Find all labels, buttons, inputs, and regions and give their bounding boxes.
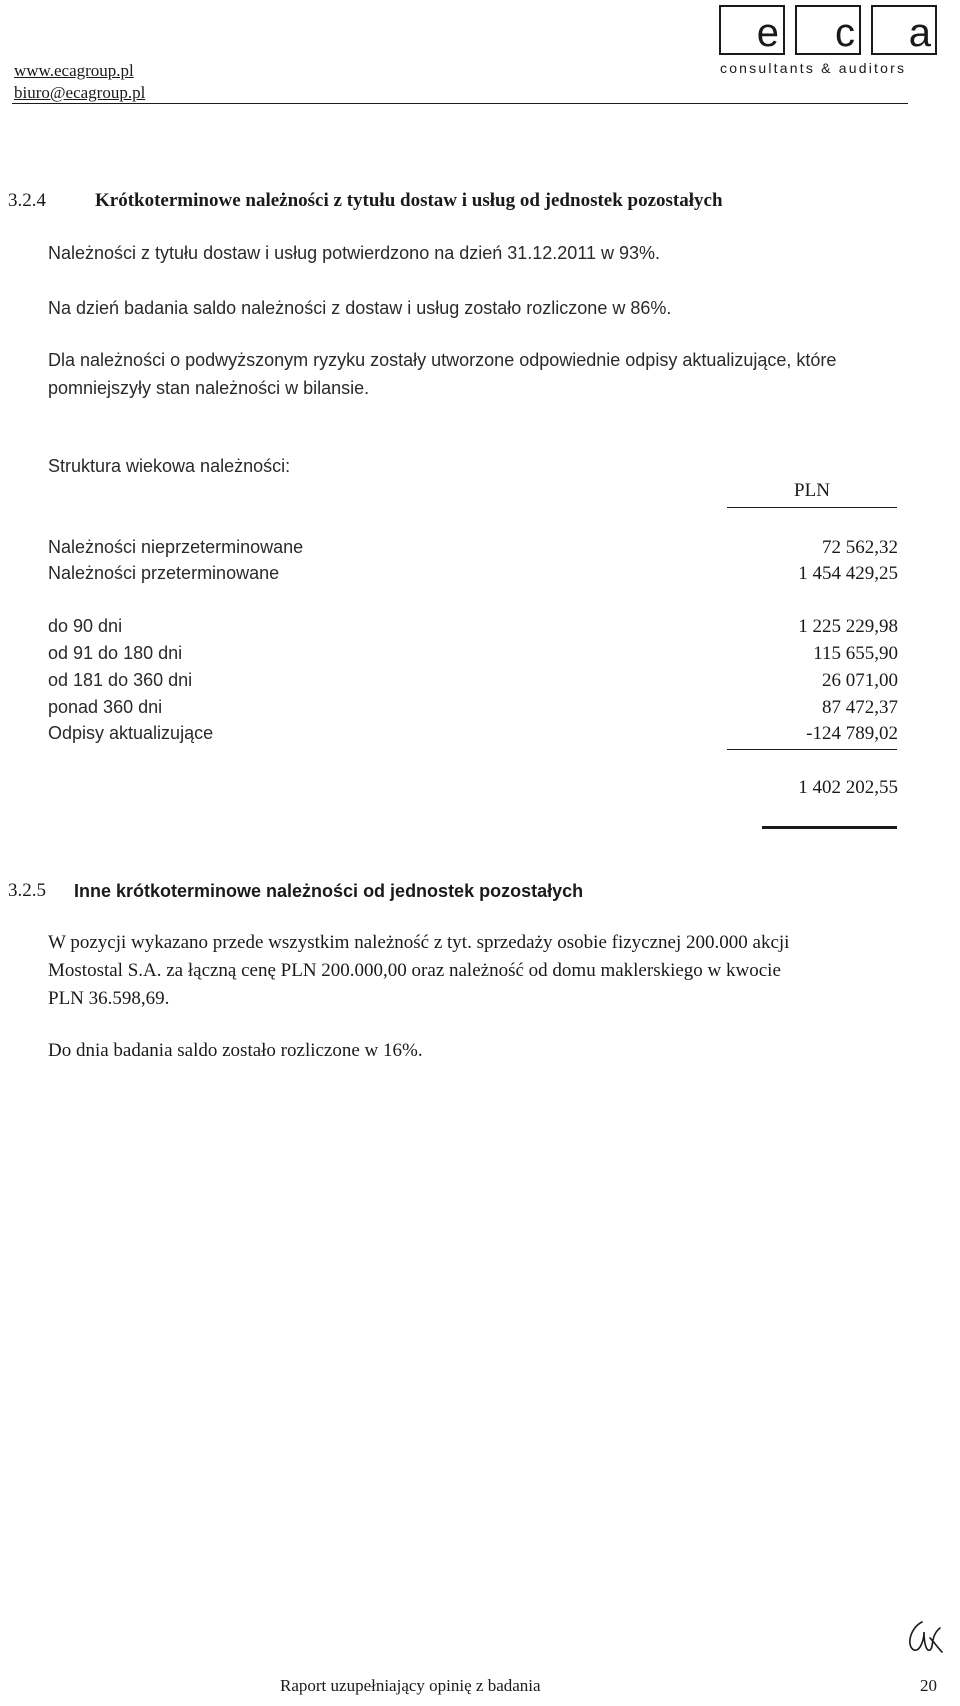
row-label-91-180: od 91 do 180 dni [48, 643, 183, 663]
section-324-paragraph-3-line-1: Dla należności o podwyższonym ryzyku zostały utworzone odpowiednie odpisy aktualizujące, które [48, 350, 837, 370]
row-value-91-180: 115 655,90 [813, 643, 898, 664]
logo-letter-c: c [835, 11, 855, 55]
section-324-paragraph-1: Należności z tytułu dostaw i usług potwierdzono na dzień 31.12.2011 w 93%. [48, 243, 661, 263]
age-structure-heading: Struktura wiekowa należności: [48, 456, 291, 476]
section-325-paragraph-1-line-1: W pozycji wykazano przede wszystkim należność z tyt. sprzedaży osobie fizycznej 200.000 akcji [48, 932, 790, 953]
section-325-paragraph-1-line-2: Mostostal S.A. za łączną cenę PLN 200.000,00 oraz należność od domu maklerskiego w kwocie [48, 960, 781, 981]
logo-box-a [871, 5, 937, 55]
row-value-181-360: 26 071,00 [822, 670, 898, 691]
total-double-rule [762, 826, 897, 829]
section-324-paragraph-3-line-2: pomniejszyły stan należności w bilansie. [48, 378, 370, 398]
section-325-title: Inne krótkoterminowe należności od jednostek pozostałych [74, 881, 584, 901]
page-number: 20 [920, 1676, 937, 1695]
row-value-overdue: 1 454 429,25 [798, 563, 898, 584]
logo-box-c [795, 5, 861, 55]
row-value-over-360: 87 472,37 [822, 697, 898, 718]
row-value-not-overdue: 72 562,32 [822, 537, 898, 558]
footer-report-title: Raport uzupełniający opinię z badania [280, 1676, 541, 1695]
subtotal-rule [727, 749, 897, 750]
handwritten-initials [900, 1612, 948, 1660]
section-324-number: 3.2.4 [8, 190, 46, 211]
row-label-write-downs: Odpisy aktualizujące [48, 723, 214, 743]
row-value-write-downs: -124 789,02 [806, 723, 898, 744]
section-324-title: Krótkoterminowe należności z tytułu dostaw i usług od jednostek pozostałych [95, 190, 723, 211]
eca-logo [719, 5, 938, 55]
header-divider [12, 103, 908, 104]
section-325-paragraph-1-line-3: PLN 36.598,69. [48, 988, 170, 1009]
currency-underline [727, 507, 897, 508]
row-label-not-overdue: Należności nieprzeterminowane [48, 537, 304, 557]
logo-box-e [719, 5, 785, 55]
currency-header: PLN [794, 480, 830, 501]
logo-letter-e: e [756, 11, 779, 55]
section-324-paragraph-2: Na dzień badania saldo należności z dostaw i usług zostało rozliczone w 86%. [48, 298, 672, 318]
row-label-up-to-90: do 90 dni [48, 616, 123, 636]
section-325-paragraph-2: Do dnia badania saldo zostało rozliczone w 16%. [48, 1040, 423, 1061]
row-label-overdue: Należności przeterminowane [48, 563, 280, 583]
row-label-181-360: od 181 do 360 dni [48, 670, 193, 690]
email-link[interactable]: biuro@ecagroup.pl [14, 83, 146, 102]
website-link[interactable]: www.ecagroup.pl [14, 61, 134, 80]
row-label-over-360: ponad 360 dni [48, 697, 163, 717]
total-value: 1 402 202,55 [798, 777, 898, 798]
row-value-up-to-90: 1 225 229,98 [798, 616, 898, 637]
logo-letter-a: a [908, 11, 931, 55]
logo-tagline: consultants & auditors [720, 60, 907, 76]
section-325-number: 3.2.5 [8, 880, 46, 901]
